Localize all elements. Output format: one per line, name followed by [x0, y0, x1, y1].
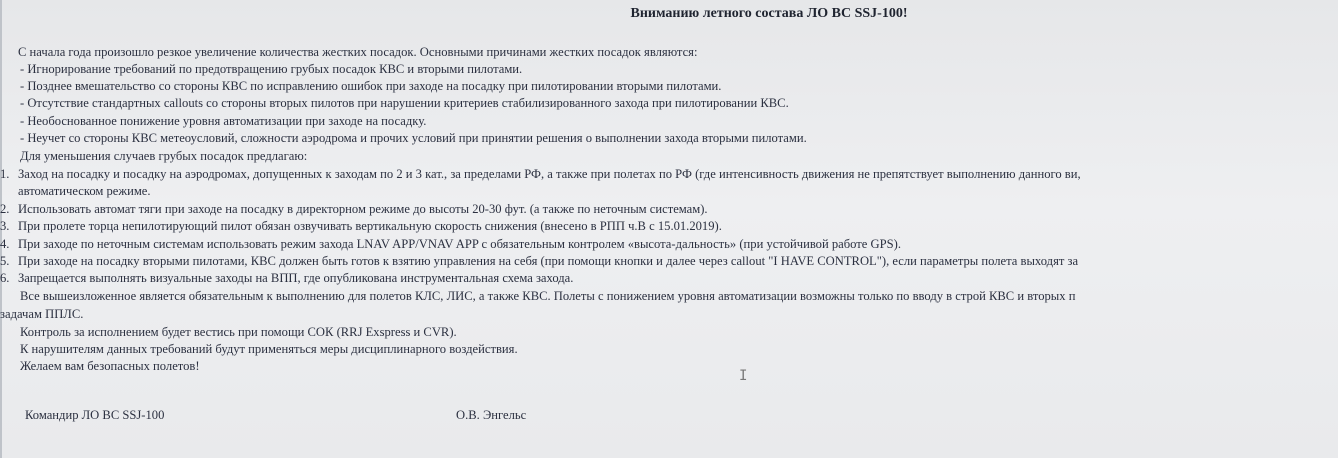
proposal-number: 2.: [0, 202, 10, 216]
intro-text: С начала года произошло резкое увеличение количества жестких посадок. Основными причинами жестких посадок являются:: [18, 45, 698, 59]
proposal-number: 5.: [0, 254, 10, 268]
proposal-number: 4.: [0, 237, 10, 251]
proposal-text: При заходе на посадку вторыми пилотами, КВС должен быть готов к взятию управления на себя (при помощи кнопки и далее через callout "I HAVE CONTROL"), если параметры полета выходят за: [18, 254, 1079, 268]
cause-item: - Отсутствие стандартных callouts со стороны вторых пилотов при нарушении критериев стабилизированного захода при пилотировании КВС.: [20, 96, 789, 110]
proposal-item: [0, 236, 901, 252]
proposal-item: [0, 270, 573, 286]
mandatory-text: Все вышеизложенное является обязательным к выполнению для полетов КЛС, ЛИС, а также КВС. Полеты с понижением уровня автоматизации возможны только по вводу в строй КВС и вторых п: [20, 289, 1076, 303]
proposal-item: [0, 218, 722, 234]
proposal-text: Запрещается выполнять визуальные заходы на ВПП, где опубликована инструментальная схема захода.: [18, 271, 574, 285]
cause-item: - Неучет со стороны КВС метеоусловий, сложности аэродрома и прочих условий при принятии решения о выполнении захода вторыми пилотами.: [20, 131, 807, 145]
cause-item: - Необоснованное понижение уровня автоматизации при заходе на посадку.: [20, 114, 427, 128]
mandatory-text-continuation: задачам ППЛС.: [0, 307, 84, 321]
signature-position: Командир ЛО ВС SSJ-100: [25, 408, 165, 422]
cause-item: - Позднее вмешательство со стороны КВС по исправлению ошибок при заходе на посадку при пилотировании вторыми пилотами.: [20, 79, 722, 93]
proposal-text: Использовать автомат тяги при заходе на посадку в директорном режиме до высоты 20-30 фут. (а также по неточным системам).: [18, 202, 708, 216]
control-text: Контроль за исполнением будет вестись при помощи СОК (RRJ Exspress и CVR).: [20, 325, 457, 339]
proposal-text: При пролете торца непилотирующий пилот обязан озвучивать вертикальную скорость снижения (внесено в РПП ч.В с 15.01.2019).: [18, 219, 722, 233]
proposal-intro: Для уменьшения случаев грубых посадок предлагаю:: [20, 149, 308, 163]
proposal-item: [0, 201, 708, 217]
cause-item: - Игнорирование требований по предотвращению грубых посадок КВС и вторыми пилотами.: [20, 62, 523, 76]
signature-name: О.В. Энгельс: [456, 408, 527, 422]
discipline-text: К нарушителям данных требований будут применяться меры дисциплинарного воздействия.: [20, 342, 518, 356]
proposal-number: 3.: [0, 219, 10, 233]
closing-wish: Желаем вам безопасных полетов!: [20, 359, 200, 373]
proposal-text: Заход на посадку и посадку на аэродромах, допущенных к заходам по 2 и 3 кат., за пределами РФ, а также при полетах по РФ (где интенсивность движения не препятствует выполнению данного ви,: [18, 167, 1081, 181]
text-cursor-icon: I: [739, 368, 748, 384]
proposal-text: При заходе по неточным системам использовать режим захода LNAV APP/VNAV APP с обязательным контролем «высота-дальность» (при устойчивой работе GPS).: [18, 237, 901, 251]
proposal-item: [0, 166, 1081, 182]
proposal-item: [0, 253, 1078, 269]
proposal-number: 6.: [0, 271, 10, 285]
proposal-continuation: автоматическом режиме.: [18, 184, 151, 198]
proposal-number: 1.: [0, 167, 10, 181]
document-title: Вниманию летного состава ЛО ВС SSJ-100!: [630, 6, 908, 21]
